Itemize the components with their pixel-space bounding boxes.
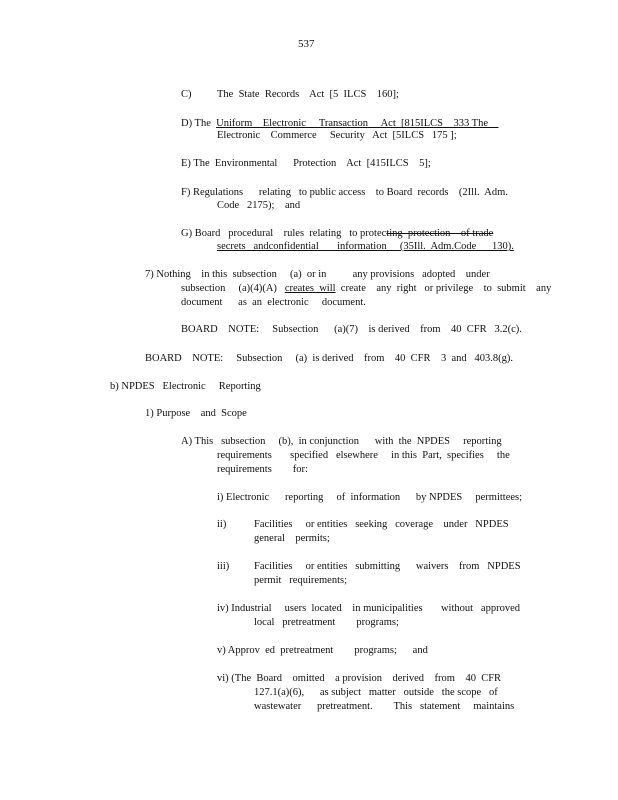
subitem-i-label: i) xyxy=(217,492,224,503)
subitem-v-label: v) xyxy=(217,645,226,656)
section-b-label: b) xyxy=(110,381,119,392)
para-7-line3: document as an electronic document. xyxy=(181,297,366,308)
item-e-text: The Environmental Protection Act [415ILCS 5]; xyxy=(193,158,431,169)
section-b1a-line2: requirements specified elsewhere in this Part, specifies the xyxy=(217,450,510,461)
section-b1-line xyxy=(145,407,247,420)
subitem-vi-label: vi) xyxy=(217,673,229,684)
subitem-vi-line2: 127.1(a)(6), as subject matter outside the scope of xyxy=(254,687,498,698)
section-b1-label: 1) xyxy=(145,408,154,419)
item-f-line2: Code 2175); and xyxy=(217,200,301,211)
item-c-text: The State Records Act [5 ILCS 160]; xyxy=(217,89,399,100)
item-e-label: E) xyxy=(181,158,191,169)
item-f-line1 xyxy=(181,186,508,199)
subitem-ii-label: ii) xyxy=(217,519,227,530)
subitem-iv-line1 xyxy=(217,602,520,615)
para-7-line2-post: create any right or privilege to submit any xyxy=(335,283,552,294)
subitem-iv-text1: Industrial users located in municipalities without approved xyxy=(231,603,520,614)
item-d-line2: Electronic Commerce Security Act [5ILCS 175 ]; xyxy=(217,130,457,141)
section-b1a-label: A) xyxy=(181,436,193,447)
section-b-line xyxy=(110,380,261,393)
subitem-vi-line1 xyxy=(217,672,501,685)
item-g-struck-text: ting protection of trade xyxy=(386,228,494,239)
item-f-text1: Regulations relating to public access to Board records (2Ill. Adm. xyxy=(192,187,508,198)
subitem-v-line xyxy=(217,644,428,657)
subitem-iii-line2: permit requirements; xyxy=(254,575,348,586)
section-b1a-line1 xyxy=(181,435,502,448)
item-d-pre: The xyxy=(194,118,217,129)
para-7-line2-pre: subsection (a)(4)(A) xyxy=(181,283,285,294)
item-d-label: D) xyxy=(181,118,193,129)
para-7-line2 xyxy=(181,282,551,295)
subitem-v-text: Approv ed pretreatment programs; and xyxy=(227,645,428,656)
subitem-i-line xyxy=(217,491,522,504)
section-b1a-text1: This subsection (b), in conjunction with the NPDES reporting xyxy=(194,436,502,447)
subitem-iv-label: iv) xyxy=(217,603,229,614)
item-f-label: F) xyxy=(181,187,191,198)
subitem-vi-line3: wastewater pretreatment. This statement maintains xyxy=(254,701,515,712)
section-b1-title: Purpose and Scope xyxy=(156,408,247,419)
para-7-label: 7) xyxy=(145,269,154,280)
para-7-underlined: creates will xyxy=(284,283,336,294)
item-d-underlined: Uniform Electronic Transaction Act [815ILCS 333 The xyxy=(216,118,499,129)
item-c-label: C) xyxy=(181,89,192,100)
para-7-text1: Nothing in this subsection (a) or in any provisions adopted under xyxy=(156,269,490,280)
item-g-line2-text: secrets andconfidential information (35Ill. Adm.Code 130). xyxy=(217,241,514,252)
para-7-board-note: BOARD NOTE: Subsection (a)(7) is derived from 40 CFR 3.2(c). xyxy=(181,324,522,335)
para-7-line1 xyxy=(145,268,490,281)
page-number: 537 xyxy=(298,38,315,50)
item-g-pre: Board procedural rules relating to protec xyxy=(194,228,387,239)
subitem-iii-line1: Facilities or entities submitting waivers from NPDES xyxy=(254,561,521,572)
item-g-line2 xyxy=(217,240,514,253)
section-b-title: NPDES Electronic Reporting xyxy=(121,381,261,392)
item-g-label: G) xyxy=(181,228,193,239)
subitem-ii-line1: Facilities or entities seeking coverage under NPDES xyxy=(254,519,509,530)
subitem-vi-text1: (The Board omitted a provision derived from 40 CFR xyxy=(231,673,502,684)
section-b1a-line3: requirements for: xyxy=(217,464,308,475)
subitem-i-text: Electronic reporting of information by NPDES permittees; xyxy=(226,492,523,503)
subitem-ii-line2: general permits; xyxy=(254,533,330,544)
item-e-line xyxy=(181,157,431,170)
subitem-iv-line2: local pretreatment programs; xyxy=(254,617,399,628)
subitem-iii-label: iii) xyxy=(217,561,230,572)
item-g-line1 xyxy=(181,227,493,240)
board-note-a: BOARD NOTE: Subsection (a) is derived from 40 CFR 3 and 403.8(g). xyxy=(145,353,514,364)
